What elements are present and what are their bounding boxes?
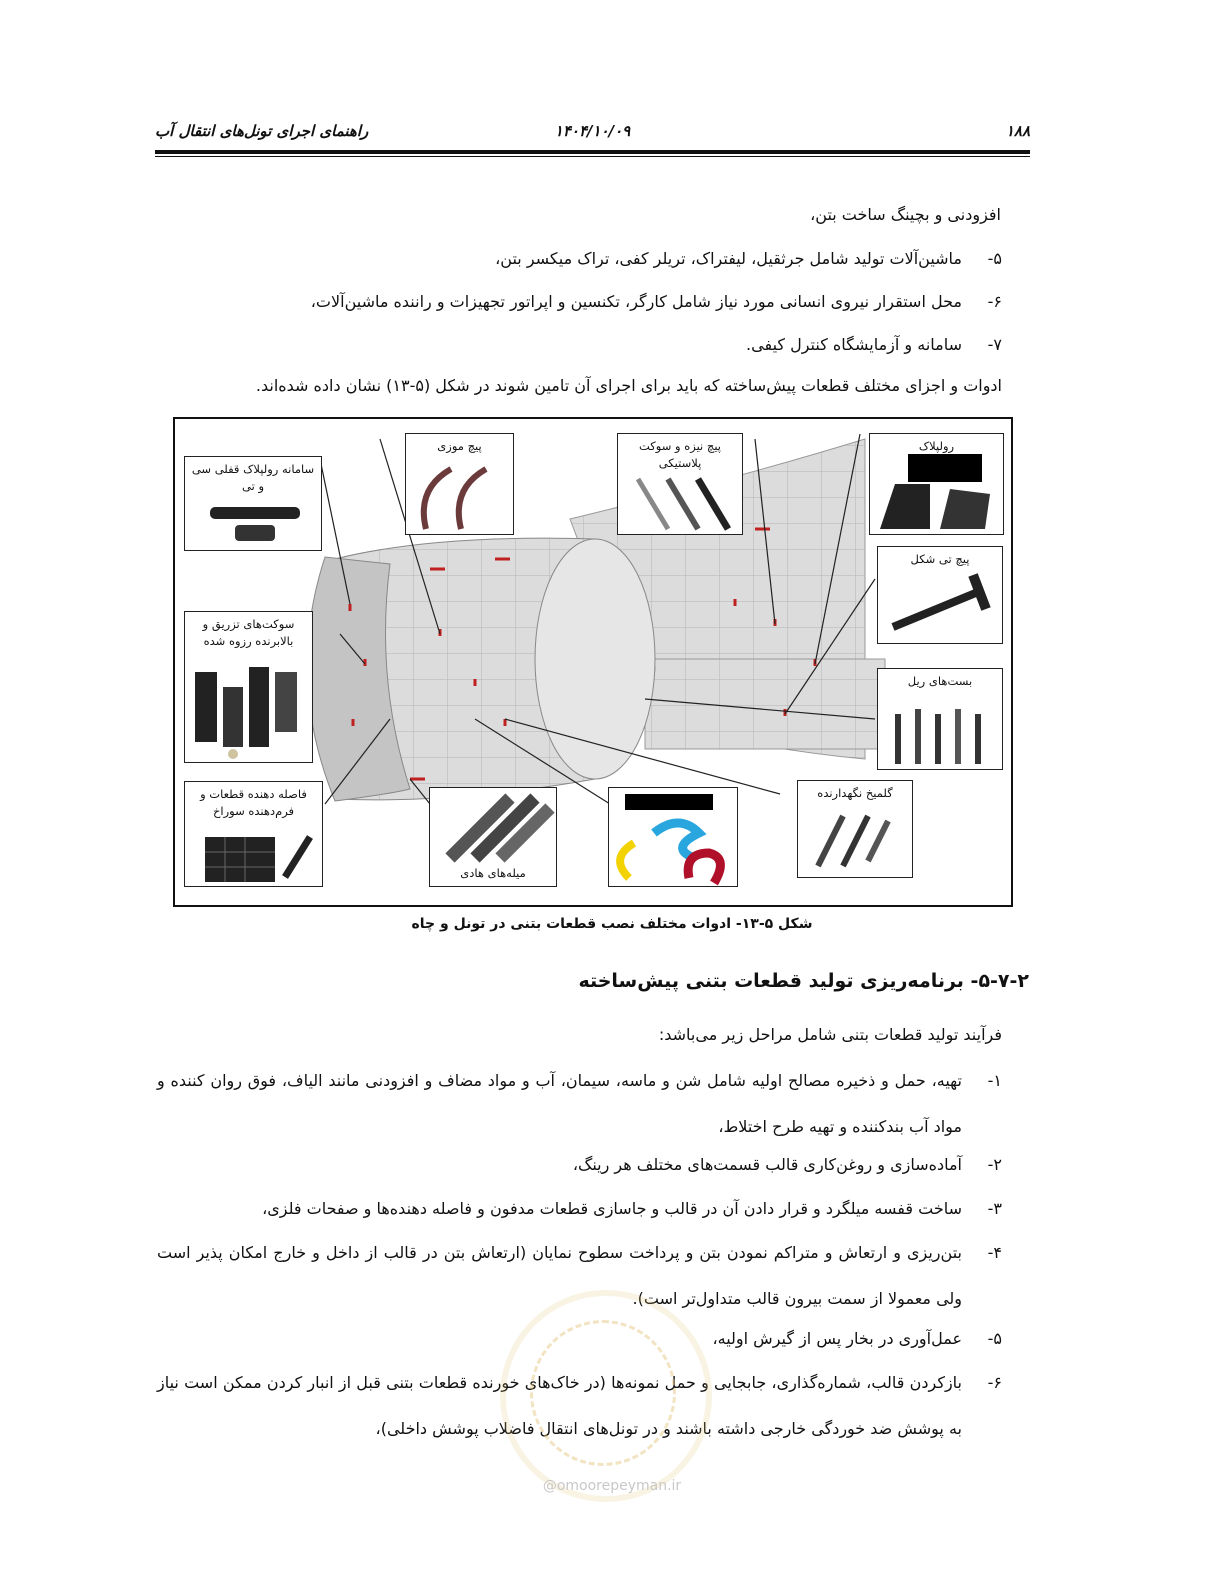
- label-rail-clamps: بست‌های ریل: [907, 674, 973, 688]
- inset-rawlplug-system: [184, 456, 322, 551]
- page-header: [155, 118, 1030, 154]
- t-bolt-icon: [878, 547, 1002, 643]
- spear-bolt-icon: [618, 434, 742, 534]
- inset-guide-rods: [429, 787, 557, 887]
- label-spiral-bolt: پیچ موزی: [437, 439, 482, 453]
- list-item-text: عمل‌آوری در بخار پس از گیرش اولیه،: [712, 1329, 962, 1348]
- label-t-bolt: پیچ تی شکل: [910, 552, 970, 566]
- list-item-number: ۲-: [987, 1155, 1002, 1174]
- list-item-text: ساخت قفسه میلگرد و قرار دادن آن در قالب و جاسازی قطعات مدفون و فاصله دهنده‌ها و صفحات فلزی،: [262, 1199, 962, 1218]
- list-continuation: افزودنی و بچینگ ساخت بتن،: [810, 205, 1001, 224]
- list-item-number: ۳-: [987, 1199, 1002, 1218]
- label-grout-sockets: سوکت‌های تزریق و بالابرنده رزوه شده: [202, 617, 295, 648]
- list-item: [152, 236, 1002, 282]
- list-item-text: آماده‌سازی و روغن‌کاری قالب قسمت‌های مختلف هر رینگ،: [572, 1155, 962, 1174]
- figure-segment-accessories: [173, 417, 1013, 907]
- list-item-text: ماشین‌آلات تولید شامل جرثقیل، لیفتراک، تریلر کفی، تراک میکسر بتن،: [495, 249, 962, 268]
- inset-spear-bolt: [617, 433, 743, 535]
- inset-t-bolt: [877, 546, 1003, 644]
- inset-spacer: [184, 781, 323, 887]
- shaft-base-shape: [645, 659, 885, 749]
- watermark-text: @omoorepeyman.ir: [542, 1478, 682, 1494]
- section-intro: فرآیند تولید قطعات بتنی شامل مراحل زیر می‌باشد:: [658, 1025, 1002, 1044]
- list-item: [152, 1186, 1002, 1232]
- list-item-text: تهیه، حمل و ذخیره مصالح اولیه شامل شن و ماسه، سیمان، آب و مواد مضاف و افزودنی مانند الیاف، فوق روان کننده و مواد آب بندکننده و تهیه طرح اختلاط،: [157, 1071, 962, 1136]
- list-item-number: ۵-: [987, 1329, 1002, 1348]
- watermark-seal-inner: [530, 1320, 676, 1466]
- page-number: ۱۸۸: [1005, 122, 1030, 140]
- label-rawlplug-system: سامانه رولپلاک قفلی سی و تی: [191, 462, 315, 493]
- list-item: [152, 1142, 1002, 1188]
- rawlplug-system-icon: [185, 457, 321, 550]
- inset-gasket: [608, 787, 738, 887]
- grout-sockets-icon: [185, 612, 312, 762]
- inset-rail-clamps: [877, 668, 1003, 770]
- label-guide-rods: میله‌های هادی: [460, 866, 526, 880]
- inset-holding-dowel: [797, 780, 913, 878]
- list-item: [157, 1058, 1002, 1150]
- spiral-bolt-icon: [406, 434, 513, 534]
- header-title: راهنمای اجرای تونل‌های انتقال آب: [155, 122, 369, 140]
- rail-clamps-icon: [878, 669, 1002, 769]
- list-item-text: بازکردن قالب، شماره‌گذاری، جابجایی و حمل نمونه‌ها (در خاک‌های خورنده قطعات بتنی قبل از انبار کردن ممکن است نیاز به پوشش ضد خوردگی خارجی داشته باشند و در تونل‌های انتقال فاضلاب پوشش داخلی)،: [157, 1373, 962, 1438]
- list-item-text: بتن‌ریزی و ارتعاش و متراکم نمودن بتن و پرداخت سطوح نمایان (ارتعاش بتن در قالب از داخل و خارج امکان پذیر است ولی معمولا از سمت بیرون قالب متداول‌تر است).: [157, 1243, 962, 1308]
- label-spacer: فاصله دهنده قطعات و فرم‌دهنده سوراخ: [200, 787, 307, 818]
- list-item-number: ۶-: [987, 1373, 1002, 1392]
- spacer-icon: [185, 782, 322, 886]
- list-item: [152, 322, 1002, 368]
- list-item-text: سامانه و آزمایشگاه کنترل کیفی.: [746, 335, 962, 354]
- inset-rawlplug: [869, 433, 1004, 535]
- list-item-number: ۱-: [987, 1071, 1002, 1090]
- intro-paragraph: ادوات و اجزای مختلف قطعات پیش‌ساخته که باید برای اجرای آن تامین شوند در شکل (۵-۱۳) نشان داده شده‌اند.: [255, 376, 1002, 395]
- figure-caption: شکل ۵-۱۳- ادوات مختلف نصب قطعات بتنی در تونل و چاه: [411, 916, 813, 932]
- list-item-number: ۷-: [987, 335, 1002, 354]
- gasket-icon: [609, 788, 737, 886]
- list-item: [152, 279, 1002, 325]
- inset-spiral-bolt: [405, 433, 514, 535]
- label-holding-dowel: گلمیخ نگهدارنده: [817, 786, 893, 800]
- label-spear-bolt: پیچ نیزه و سوکت پلاستیکی: [639, 439, 721, 470]
- label-rawlplug: رولپلاک: [918, 439, 955, 453]
- list-item-text: محل استقرار نیروی انسانی مورد نیاز شامل کارگر، تکنسین و اپراتور تجهیزات و راننده ماشین‌آلات،: [310, 292, 962, 311]
- rawlplug-icon: [870, 434, 1003, 534]
- list-item-number: ۶-: [987, 292, 1002, 311]
- header-date: ۱۴۰۴/۱۰/۰۹: [554, 122, 631, 140]
- list-item-number: ۵-: [987, 249, 1002, 268]
- section-heading: ۵-۷-۲- برنامه‌ریزی تولید قطعات بتنی پیش‌ساخته: [578, 970, 1029, 992]
- header-rule-thin: [155, 156, 1030, 157]
- list-item-number: ۴-: [987, 1243, 1002, 1262]
- inset-grout-sockets: [184, 611, 313, 763]
- header-rule-thick: [155, 150, 1030, 154]
- holding-dowel-icon: [798, 781, 912, 877]
